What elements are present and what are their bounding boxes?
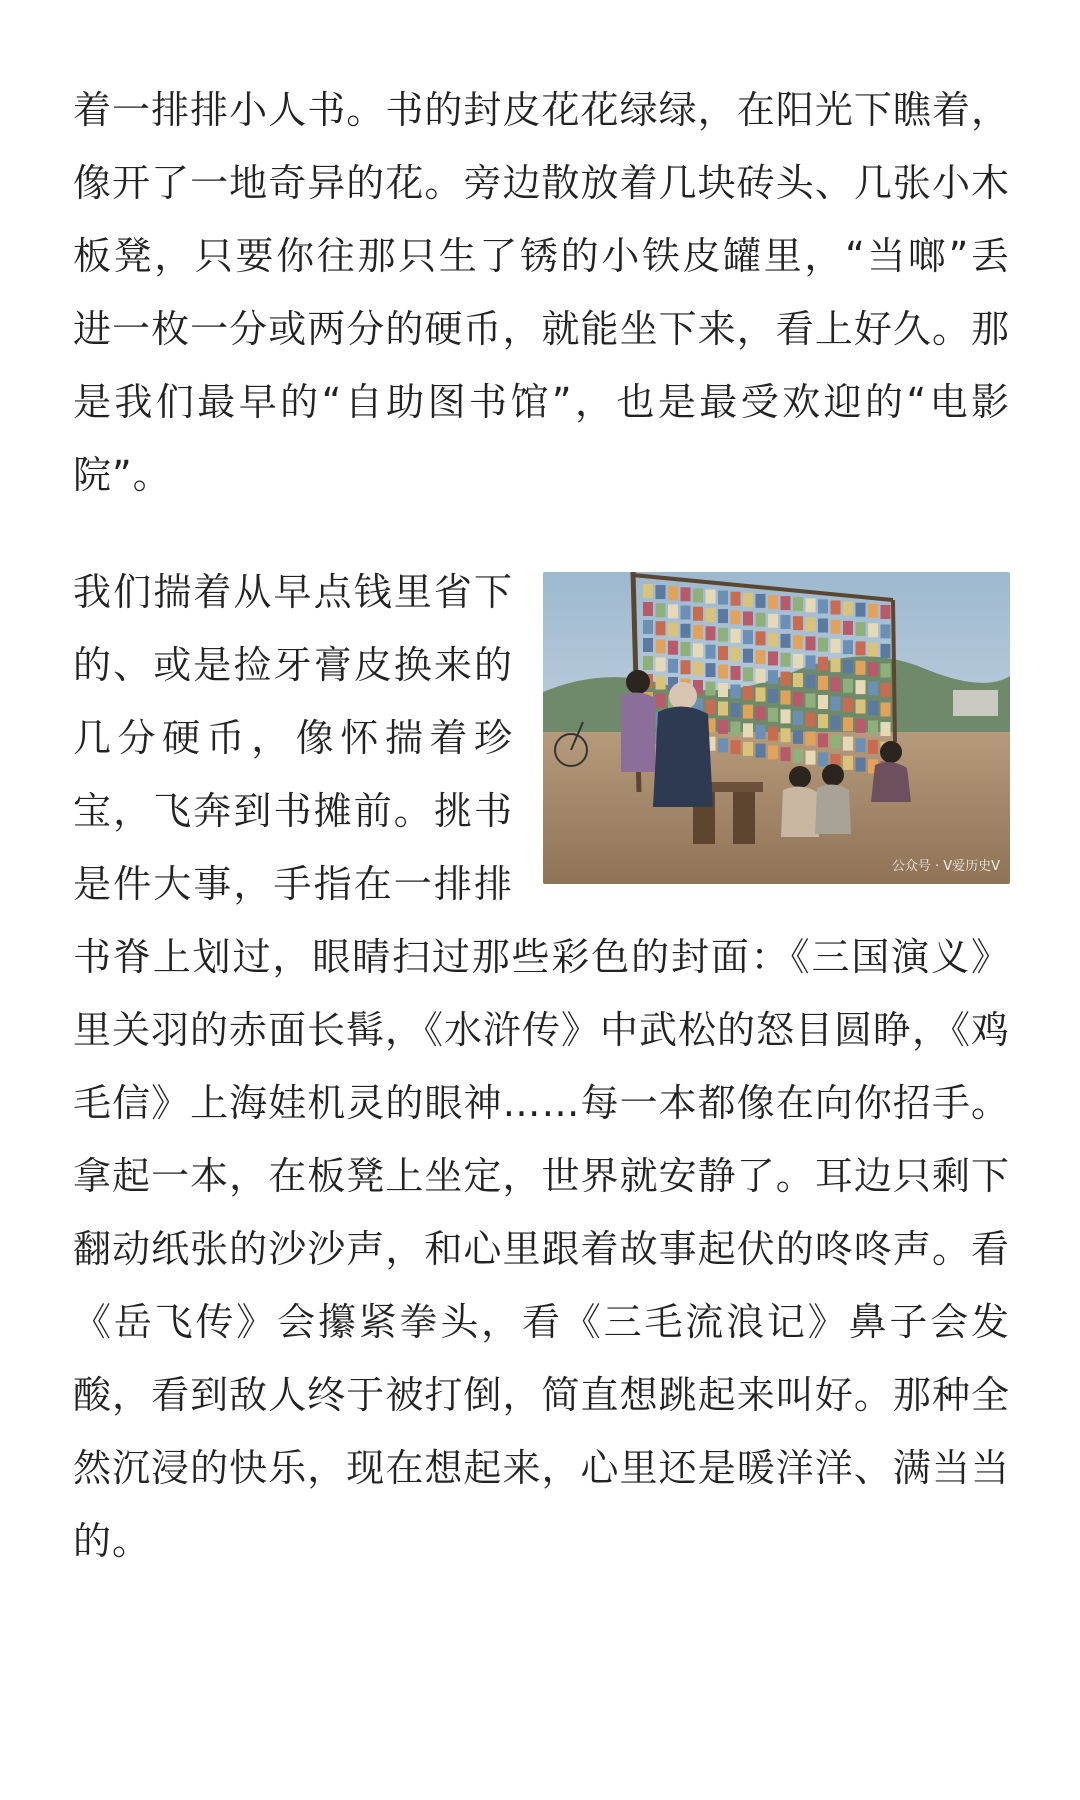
article-paragraph-2: 我们揣着从早点钱里省下的、或是捡牙膏皮换来的几分硬币，像怀揣着珍宝，飞奔到书摊前。挑书是件大事，手指在一排排书脊上划过，眼睛扫过那些彩色的封面：《三国演义》里关羽的赤面长髯，《水浒传》中武松的怒目圆睁，《鸡毛信》上海娃机灵的眼神……每一本都像在向你招手。拿起一本，在板凳上坐定，世界就安静了。耳边只剩下翻动纸张的沙沙声，和心里跟着故事起伏的咚咚声。看《岳飞传》会攥紧拳头，看《三毛流浪记》鼻子会发酸，看到敌人终于被打倒，简直想跳起来叫好。那种全然沉浸的快乐，现在想起来，心里还是暖洋洋、满当当的。 bbox=[73, 570, 1011, 1563]
article-paragraph-1: 着一排排小人书。书的封皮花花绿绿，在阳光下瞧着，像开了一地奇异的花。旁边散放着几块砖头、几张小木板凳，只要你往那只生了锈的小铁皮罐里，“当啷”丢进一枚一分或两分的硬币，就能坐下来，看上好久。那是我们最早的“自助图书馆”，也是最受欢迎的“电影院”。 bbox=[73, 88, 1010, 497]
comic-book-stall-photo[interactable] bbox=[543, 572, 1010, 884]
photo-watermark: 公众号 · V爱历史V bbox=[891, 859, 1000, 874]
photo-illustration bbox=[543, 572, 1010, 884]
